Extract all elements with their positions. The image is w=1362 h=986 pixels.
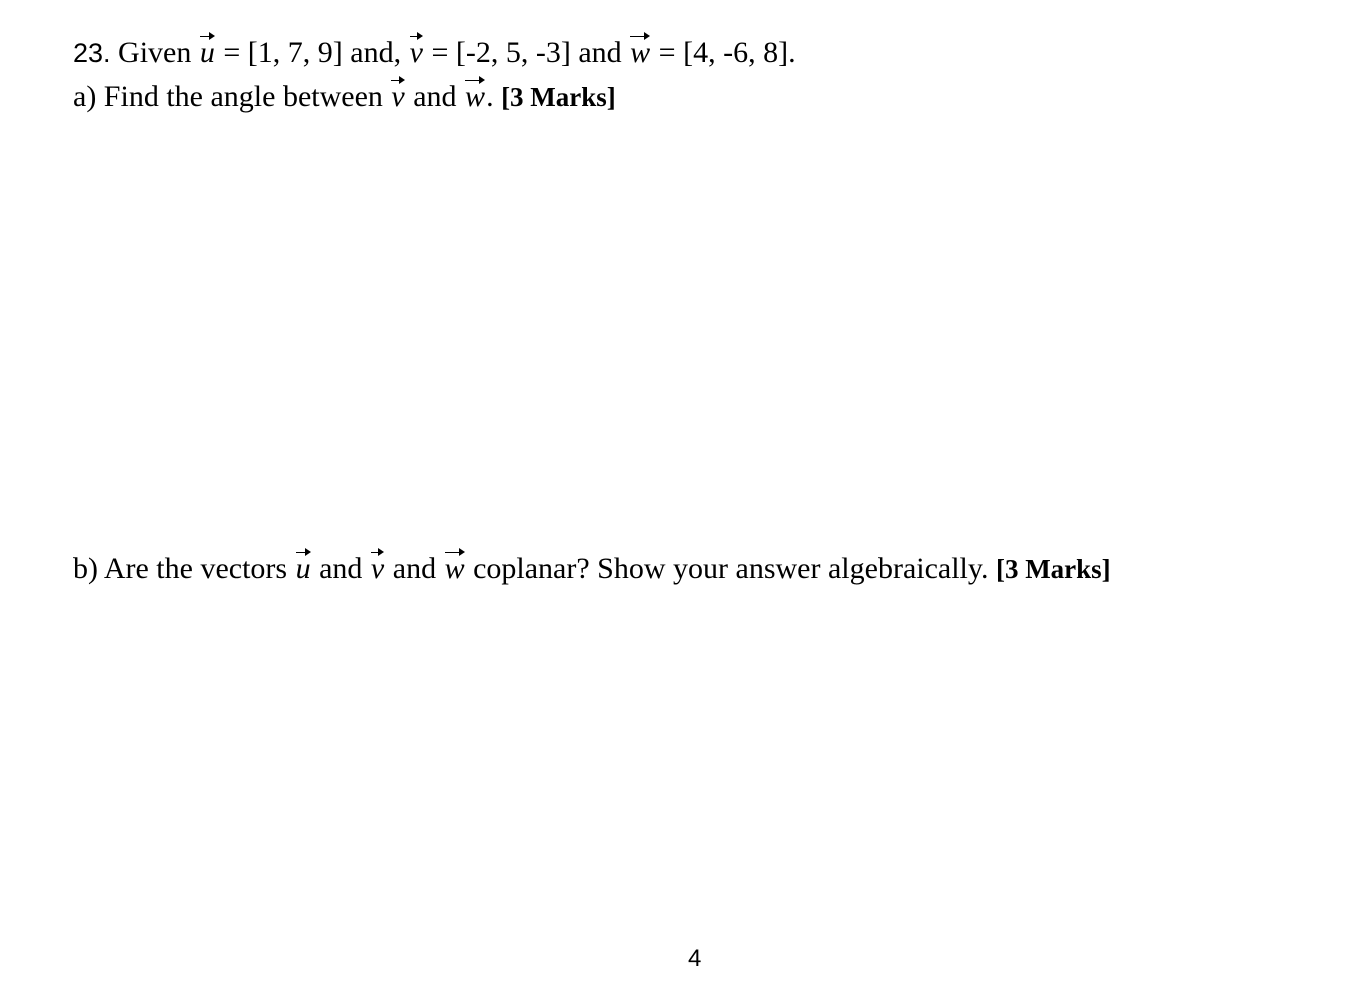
equals-sign: = [431,36,449,69]
part-a-period: . [486,80,494,113]
question-header [73,35,796,71]
part-b-connector-2: and [392,552,437,585]
part-a-prefix: a) Find the angle between [73,80,383,113]
vector-v-symbol: v [370,552,385,585]
vector-w-symbol: w [630,36,651,69]
and-text: and [578,36,622,69]
question-number: 23. [73,38,111,68]
vector-w-symbol: w [444,552,465,585]
vector-u-symbol: u [295,552,311,585]
part-b-marks: [3 Marks] [995,554,1111,584]
and-comma-text: and, [350,36,402,69]
vector-v-value: [-2, 5, -3] [455,36,571,69]
end-period: . [788,36,796,69]
part-b-prefix: b) Are the vectors [73,552,288,585]
part-a-marks: [3 Marks] [501,82,616,112]
given-label: Given [118,36,192,69]
equals-sign: = [223,36,241,69]
vector-u-symbol: u [199,36,215,69]
part-b-suffix: coplanar? Show your answer algebraically. [473,552,989,585]
question-part-a [73,79,616,115]
part-b-connector-1: and [319,552,363,585]
vector-w-value: [4, -6, 8] [683,36,789,69]
page-number: 4 [688,945,702,972]
question-part-b [73,551,1111,587]
vector-v-symbol: v [391,80,405,113]
vector-v-symbol: v [409,36,423,69]
vector-w-symbol: w [465,80,486,113]
part-a-connector: and [413,80,457,113]
vector-u-value: [1, 7, 9] [247,36,343,69]
equals-sign: = [658,36,676,69]
